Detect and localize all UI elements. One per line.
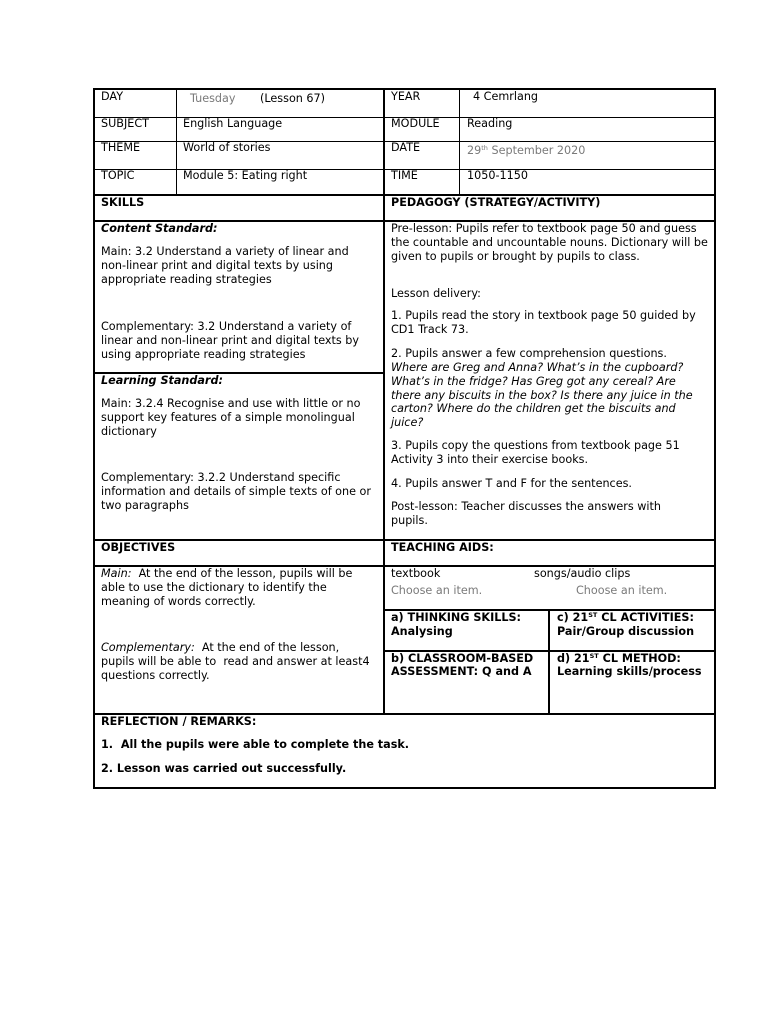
theme-label: THEME xyxy=(101,141,141,154)
cl-method-value: Learning skills/process xyxy=(557,665,702,678)
delivery-step-4: 4. Pupils answer T and F for the sentences. xyxy=(391,477,632,490)
date-day: 29 xyxy=(467,144,482,157)
date-label: DATE xyxy=(391,141,421,154)
date-month-year: September 2020 xyxy=(487,144,586,157)
delivery-step-3: 3. Pupils copy the questions from textbook page 51 Activity 3 into their exercise books. xyxy=(391,439,680,466)
cl-method-post: CL METHOD: xyxy=(598,652,681,665)
choose-item-dropdown-2[interactable]: Choose an item. xyxy=(576,584,668,597)
reflection-heading: REFLECTION / REMARKS: xyxy=(101,715,257,728)
learning-standard-title: Learning Standard: xyxy=(101,374,223,387)
topic-label: TOPIC xyxy=(101,169,135,182)
cl-activities-value: Pair/Group discussion xyxy=(557,625,695,638)
topic-value: Module 5: Eating right xyxy=(183,169,308,182)
cl-activities-label xyxy=(557,611,694,625)
objective-comp-text: At the end of the lesson, pupils will be able to read and answer at least4 questions correctly. xyxy=(101,641,374,682)
col-divider xyxy=(176,89,177,195)
pre-lesson-text: Pre-lesson: Pupils refer to textbook page 50 and guess the countable and uncountable nouns. Dictionary will be given to pupils or brought by pupils to class. xyxy=(391,222,708,263)
teaching-aid-1: textbook xyxy=(391,567,441,580)
cl-method-pre: d) 21 xyxy=(557,652,590,665)
teaching-aid-2: songs/audio clips xyxy=(534,567,631,580)
thinking-skills-value: Analysing xyxy=(391,625,453,638)
cl-method-label xyxy=(557,652,681,666)
pedagogy-heading: PEDAGOGY (STRATEGY/ACTIVITY) xyxy=(391,196,601,209)
learning-standard-main: Main: 3.2.4 Recognise and use with little or no support key features of a simple monolingual dictionary xyxy=(101,397,361,438)
content-standard-title: Content Standard: xyxy=(101,222,218,235)
learning-standard-complementary: Complementary: 3.2.2 Understand specific information and details of simple texts of one or two paragraphs xyxy=(101,471,372,512)
cl-activities-pre: c) 21 xyxy=(557,611,589,624)
objective-main-text: At the end of the lesson, pupils will be able to use the dictionary to identify the meaning of words correctly. xyxy=(101,567,356,608)
cl-activities-sup: ST xyxy=(588,611,598,619)
content-standard-complementary: Complementary: 3.2 Understand a variety of linear and non-linear print and digital texts by using appropriate reading strategies xyxy=(101,320,360,361)
year-label: YEAR xyxy=(391,90,421,103)
col-divider xyxy=(459,89,460,195)
objective-comp-label: Complementary: xyxy=(101,641,195,654)
subject-value: English Language xyxy=(183,117,283,130)
day-value[interactable]: Tuesday xyxy=(190,92,236,105)
assessment-value: ASSESSMENT: Q and A xyxy=(391,665,532,678)
cl-method-sup: ST xyxy=(589,652,599,660)
reflection-item-2: 2. Lesson was carried out successfully. xyxy=(101,762,347,775)
date-suffix: th xyxy=(481,144,488,152)
year-value: 4 Cemrlang xyxy=(473,90,539,103)
delivery-step-2: 2. Pupils answer a few comprehension questions. xyxy=(391,347,667,360)
objectives-heading: OBJECTIVES xyxy=(101,541,176,554)
delivery-step-1: 1. Pupils read the story in textbook page 50 guided by CD1 Track 73. xyxy=(391,309,696,336)
thinking-skills-label: a) THINKING SKILLS: xyxy=(391,611,522,624)
module-label: MODULE xyxy=(391,117,440,130)
comprehension-questions: Where are Greg and Anna? What’s in the cupboard? What’s in the fridge? Has Greg got any cereal? Are there any biscuits in the box? Is there any juice in the carton? Where do the children get the biscuits and juice? xyxy=(391,361,693,430)
objective-main xyxy=(101,567,373,608)
date-value[interactable] xyxy=(467,144,585,158)
col-divider xyxy=(383,89,385,714)
lesson-number: (Lesson 67) xyxy=(260,92,326,105)
time-label: TIME xyxy=(391,169,418,182)
time-value: 1050-1150 xyxy=(467,169,528,182)
teaching-aids-heading: TEACHING AIDS: xyxy=(391,541,494,554)
objective-main-label: Main: xyxy=(101,567,132,580)
subject-label: SUBJECT xyxy=(101,117,149,130)
module-value: Reading xyxy=(467,117,513,130)
content-standard-main: Main: 3.2 Understand a variety of linear and non-linear print and digital texts by using appropriate reading strategies xyxy=(101,245,349,286)
day-label: DAY xyxy=(101,90,124,103)
choose-item-dropdown-1[interactable]: Choose an item. xyxy=(391,584,483,597)
lesson-delivery-label: Lesson delivery: xyxy=(391,287,481,300)
assessment-label: b) CLASSROOM-BASED xyxy=(391,652,534,665)
post-lesson-text: Post-lesson: Teacher discusses the answers with pupils. xyxy=(391,500,661,527)
col-divider xyxy=(548,610,550,714)
objective-complementary xyxy=(101,641,373,682)
theme-value: World of stories xyxy=(183,141,271,154)
skills-heading: SKILLS xyxy=(101,196,145,209)
cl-activities-post: CL ACTIVITIES: xyxy=(597,611,694,624)
reflection-item-1: 1. All the pupils were able to complete the task. xyxy=(101,738,410,751)
